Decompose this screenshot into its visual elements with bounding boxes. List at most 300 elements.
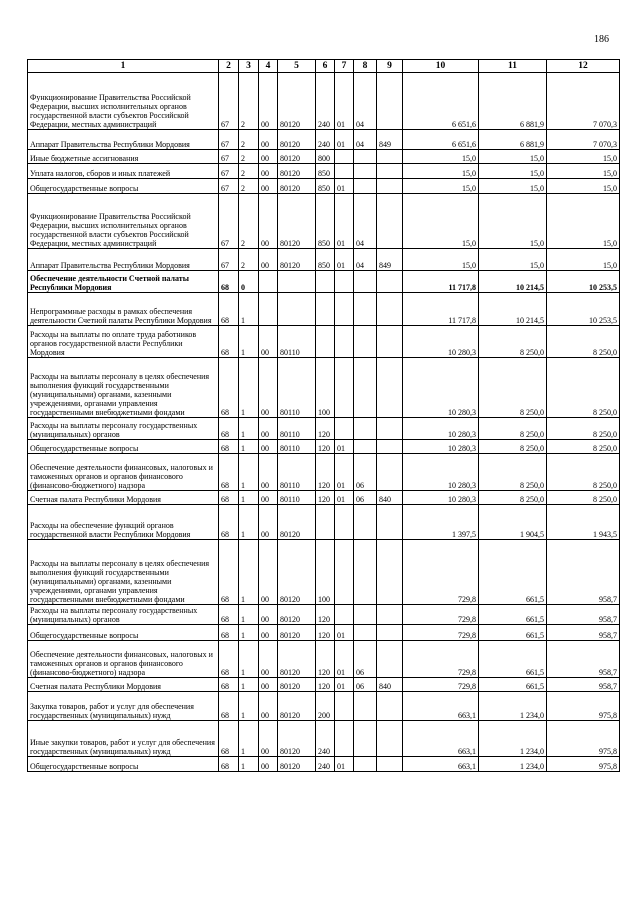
- code-cell-6: 120: [316, 625, 335, 641]
- code-cell-7: 01: [335, 194, 354, 249]
- table-row: [28, 150, 620, 164]
- amount-cell-12: 8 250,0: [547, 491, 620, 505]
- code-cell-3: 1: [239, 540, 259, 605]
- table-row: [28, 721, 620, 757]
- code-cell-8: 04: [354, 194, 377, 249]
- code-cell-5: 80110: [278, 358, 316, 418]
- amount-cell-11: 8 250,0: [479, 358, 547, 418]
- code-cell-9: [377, 721, 403, 757]
- code-cell-5: 80110: [278, 440, 316, 454]
- code-cell-3: 2: [239, 73, 259, 130]
- amount-cell-11: 10 214,5: [479, 293, 547, 326]
- code-cell-8: [354, 692, 377, 721]
- code-cell-4: 00: [259, 358, 278, 418]
- col-header-12: 12: [547, 60, 620, 73]
- code-cell-8: [354, 721, 377, 757]
- code-cell-9: [377, 692, 403, 721]
- code-cell-3: 1: [239, 678, 259, 692]
- col-header-1: 1: [28, 60, 219, 73]
- code-cell-4: [259, 271, 278, 293]
- table-row: [28, 130, 620, 150]
- amount-cell-12: 10 253,5: [547, 271, 620, 293]
- code-cell-3: 1: [239, 757, 259, 772]
- code-cell-4: 00: [259, 757, 278, 772]
- row-name-cell: Функционирование Правительства Российской Федерации, высших исполнительных органов государственной власти субъектов Российской Федерации, местных администраций: [28, 194, 219, 249]
- code-cell-8: [354, 164, 377, 179]
- amount-cell-10: 15,0: [403, 249, 479, 271]
- code-cell-2: 68: [219, 605, 239, 625]
- amount-cell-11: 8 250,0: [479, 418, 547, 440]
- code-cell-3: 1: [239, 721, 259, 757]
- code-cell-4: 00: [259, 605, 278, 625]
- code-cell-3: 1: [239, 358, 259, 418]
- amount-cell-11: 661,5: [479, 641, 547, 678]
- amount-cell-10: 15,0: [403, 164, 479, 179]
- code-cell-7: 01: [335, 249, 354, 271]
- code-cell-3: 1: [239, 293, 259, 326]
- code-cell-3: 1: [239, 418, 259, 440]
- amount-cell-12: 15,0: [547, 164, 620, 179]
- amount-cell-10: 10 280,3: [403, 440, 479, 454]
- code-cell-7: [335, 271, 354, 293]
- code-cell-6: 850: [316, 179, 335, 194]
- col-header-9: 9: [377, 60, 403, 73]
- code-cell-9: [377, 505, 403, 540]
- row-name-cell: Аппарат Правительства Республики Мордовия: [28, 130, 219, 150]
- table-row: [28, 326, 620, 358]
- row-name-cell: Уплата налогов, сборов и иных платежей: [28, 164, 219, 179]
- table-row: [28, 164, 620, 179]
- code-cell-3: 1: [239, 454, 259, 491]
- amount-cell-10: 11 717,8: [403, 293, 479, 326]
- code-cell-7: 01: [335, 678, 354, 692]
- code-cell-9: 849: [377, 130, 403, 150]
- code-cell-2: 68: [219, 326, 239, 358]
- amount-cell-10: 729,8: [403, 540, 479, 605]
- amount-cell-10: 11 717,8: [403, 271, 479, 293]
- code-cell-3: 2: [239, 130, 259, 150]
- code-cell-2: 67: [219, 73, 239, 130]
- code-cell-9: 840: [377, 491, 403, 505]
- code-cell-2: 67: [219, 130, 239, 150]
- col-header-7: 7: [335, 60, 354, 73]
- code-cell-8: 04: [354, 249, 377, 271]
- amount-cell-12: 7 070,3: [547, 73, 620, 130]
- code-cell-4: 00: [259, 641, 278, 678]
- col-header-8: 8: [354, 60, 377, 73]
- code-cell-9: [377, 757, 403, 772]
- code-cell-5: 80120: [278, 540, 316, 605]
- row-name-cell: Непрограммные расходы в рамках обеспечения деятельности Счетной палаты Республики Мордовия: [28, 293, 219, 326]
- code-cell-6: 200: [316, 692, 335, 721]
- code-cell-2: 68: [219, 540, 239, 605]
- code-cell-6: 240: [316, 130, 335, 150]
- code-cell-2: 67: [219, 249, 239, 271]
- col-header-10: 10: [403, 60, 479, 73]
- code-cell-5: 80120: [278, 179, 316, 194]
- code-cell-9: [377, 641, 403, 678]
- code-cell-6: 240: [316, 73, 335, 130]
- code-cell-6: [316, 505, 335, 540]
- amount-cell-10: 10 280,3: [403, 326, 479, 358]
- code-cell-2: 68: [219, 625, 239, 641]
- amount-cell-12: 15,0: [547, 249, 620, 271]
- code-cell-2: 68: [219, 491, 239, 505]
- code-cell-7: [335, 605, 354, 625]
- code-cell-8: 06: [354, 641, 377, 678]
- code-cell-2: 68: [219, 293, 239, 326]
- col-header-11: 11: [479, 60, 547, 73]
- code-cell-5: 80120: [278, 249, 316, 271]
- amount-cell-12: 958,7: [547, 641, 620, 678]
- code-cell-9: [377, 293, 403, 326]
- table-row: [28, 625, 620, 641]
- code-cell-5: [278, 271, 316, 293]
- table-row: [28, 692, 620, 721]
- code-cell-9: [377, 194, 403, 249]
- code-cell-7: [335, 692, 354, 721]
- code-cell-8: [354, 505, 377, 540]
- code-cell-8: [354, 271, 377, 293]
- code-cell-8: [354, 757, 377, 772]
- row-name-cell: Функционирование Правительства Российской Федерации, высших исполнительных органов государственной власти субъектов Российской Федерации, местных администраций: [28, 73, 219, 130]
- row-name-cell: Расходы на выплаты персоналу государственных (муниципальных) органов: [28, 418, 219, 440]
- code-cell-4: 00: [259, 721, 278, 757]
- code-cell-2: 68: [219, 678, 239, 692]
- code-cell-5: 80120: [278, 130, 316, 150]
- code-cell-3: 2: [239, 150, 259, 164]
- code-cell-8: 04: [354, 73, 377, 130]
- code-cell-2: 68: [219, 692, 239, 721]
- amount-cell-12: 8 250,0: [547, 418, 620, 440]
- amount-cell-12: 958,7: [547, 678, 620, 692]
- table-row: [28, 454, 620, 491]
- code-cell-6: 240: [316, 757, 335, 772]
- code-cell-2: 68: [219, 641, 239, 678]
- row-name-cell: Закупка товаров, работ и услуг для обеспечения государственных (муниципальных) нужд: [28, 692, 219, 721]
- col-header-6: 6: [316, 60, 335, 73]
- code-cell-6: [316, 293, 335, 326]
- col-header-4: 4: [259, 60, 278, 73]
- amount-cell-11: 661,5: [479, 625, 547, 641]
- table-row: [28, 605, 620, 625]
- amount-cell-12: 15,0: [547, 194, 620, 249]
- table-row: [28, 505, 620, 540]
- amount-cell-11: 8 250,0: [479, 491, 547, 505]
- amount-cell-12: 8 250,0: [547, 454, 620, 491]
- row-name-cell: Расходы на обеспечение функций органов государственной власти Республики Мордовия: [28, 505, 219, 540]
- table-row: [28, 293, 620, 326]
- code-cell-4: 00: [259, 440, 278, 454]
- row-name-cell: Общегосударственные вопросы: [28, 440, 219, 454]
- table-row: [28, 757, 620, 772]
- code-cell-5: 80110: [278, 326, 316, 358]
- code-cell-4: 00: [259, 454, 278, 491]
- code-cell-9: [377, 540, 403, 605]
- amount-cell-11: 15,0: [479, 249, 547, 271]
- row-name-cell: Иные закупки товаров, работ и услуг для обеспечения государственных (муниципальных) нужд: [28, 721, 219, 757]
- code-cell-3: 2: [239, 194, 259, 249]
- code-cell-2: 68: [219, 358, 239, 418]
- code-cell-9: [377, 326, 403, 358]
- amount-cell-12: 975,8: [547, 692, 620, 721]
- amount-cell-11: 15,0: [479, 164, 547, 179]
- code-cell-4: 00: [259, 164, 278, 179]
- code-cell-2: 67: [219, 194, 239, 249]
- code-cell-6: [316, 326, 335, 358]
- code-cell-3: 1: [239, 505, 259, 540]
- code-cell-7: [335, 358, 354, 418]
- code-cell-7: 01: [335, 454, 354, 491]
- code-cell-5: 80120: [278, 150, 316, 164]
- code-cell-8: 06: [354, 678, 377, 692]
- amount-cell-11: 1 234,0: [479, 757, 547, 772]
- table-row: [28, 440, 620, 454]
- code-cell-6: 120: [316, 418, 335, 440]
- code-cell-8: [354, 540, 377, 605]
- amount-cell-11: 15,0: [479, 194, 547, 249]
- code-cell-4: 00: [259, 678, 278, 692]
- code-cell-4: [259, 293, 278, 326]
- code-cell-8: [354, 326, 377, 358]
- amount-cell-10: 729,8: [403, 625, 479, 641]
- code-cell-3: 1: [239, 692, 259, 721]
- code-cell-5: 80120: [278, 73, 316, 130]
- code-cell-3: 2: [239, 179, 259, 194]
- amount-cell-10: 663,1: [403, 757, 479, 772]
- amount-cell-10: 15,0: [403, 194, 479, 249]
- code-cell-9: [377, 454, 403, 491]
- code-cell-6: 100: [316, 358, 335, 418]
- code-cell-8: 04: [354, 130, 377, 150]
- code-cell-4: 00: [259, 692, 278, 721]
- amount-cell-10: 729,8: [403, 641, 479, 678]
- code-cell-5: 80110: [278, 418, 316, 440]
- code-cell-6: 850: [316, 194, 335, 249]
- code-cell-5: 80120: [278, 641, 316, 678]
- table-row: [28, 491, 620, 505]
- code-cell-5: 80120: [278, 605, 316, 625]
- code-cell-4: 00: [259, 249, 278, 271]
- amount-cell-12: 975,8: [547, 757, 620, 772]
- code-cell-6: 120: [316, 454, 335, 491]
- code-cell-3: 1: [239, 440, 259, 454]
- amount-cell-10: 10 280,3: [403, 418, 479, 440]
- code-cell-4: 00: [259, 130, 278, 150]
- code-cell-2: 68: [219, 440, 239, 454]
- amount-cell-10: 729,8: [403, 678, 479, 692]
- code-cell-5: 80110: [278, 491, 316, 505]
- code-cell-9: [377, 164, 403, 179]
- code-cell-8: [354, 625, 377, 641]
- code-cell-7: [335, 164, 354, 179]
- budget-table: [27, 59, 620, 772]
- row-name-cell: Расходы на выплаты по оплате труда работников органов государственной власти Республики Мордовия: [28, 326, 219, 358]
- code-cell-8: [354, 605, 377, 625]
- table-row: [28, 418, 620, 440]
- code-cell-5: 80120: [278, 678, 316, 692]
- code-cell-7: [335, 326, 354, 358]
- code-cell-3: 1: [239, 491, 259, 505]
- row-name-cell: Общегосударственные вопросы: [28, 179, 219, 194]
- code-cell-4: 00: [259, 326, 278, 358]
- table-row: [28, 271, 620, 293]
- table-row: [28, 358, 620, 418]
- code-cell-9: [377, 271, 403, 293]
- code-cell-7: 01: [335, 440, 354, 454]
- amount-cell-11: 6 881,9: [479, 73, 547, 130]
- code-cell-9: [377, 625, 403, 641]
- code-cell-5: 80120: [278, 692, 316, 721]
- amount-cell-11: 6 881,9: [479, 130, 547, 150]
- row-name-cell: Обеспечение деятельности Счетной палаты Республики Мордовия: [28, 271, 219, 293]
- code-cell-6: 120: [316, 678, 335, 692]
- amount-cell-10: 663,1: [403, 692, 479, 721]
- code-cell-9: [377, 150, 403, 164]
- code-cell-2: 67: [219, 164, 239, 179]
- code-cell-7: 01: [335, 757, 354, 772]
- code-cell-4: 00: [259, 418, 278, 440]
- amount-cell-10: 15,0: [403, 179, 479, 194]
- code-cell-7: [335, 721, 354, 757]
- amount-cell-12: 8 250,0: [547, 326, 620, 358]
- row-name-cell: Общегосударственные вопросы: [28, 757, 219, 772]
- code-cell-5: 80110: [278, 454, 316, 491]
- code-cell-5: 80120: [278, 194, 316, 249]
- code-cell-5: 80120: [278, 625, 316, 641]
- amount-cell-12: 7 070,3: [547, 130, 620, 150]
- code-cell-2: 68: [219, 271, 239, 293]
- table-row: [28, 179, 620, 194]
- amount-cell-12: 15,0: [547, 150, 620, 164]
- code-cell-4: 00: [259, 73, 278, 130]
- code-cell-8: [354, 293, 377, 326]
- code-cell-8: [354, 179, 377, 194]
- amount-cell-12: 958,7: [547, 605, 620, 625]
- code-cell-3: 1: [239, 605, 259, 625]
- amount-cell-12: 10 253,5: [547, 293, 620, 326]
- code-cell-9: [377, 440, 403, 454]
- code-cell-6: [316, 271, 335, 293]
- row-name-cell: Обеспечение деятельности финансовых, налоговых и таможенных органов и органов финансового (финансово-бюджетного) надзора: [28, 454, 219, 491]
- code-cell-8: 06: [354, 454, 377, 491]
- col-header-3: 3: [239, 60, 259, 73]
- code-cell-3: 1: [239, 326, 259, 358]
- code-cell-7: 01: [335, 179, 354, 194]
- amount-cell-12: 1 943,5: [547, 505, 620, 540]
- code-cell-6: 800: [316, 150, 335, 164]
- amount-cell-10: 729,8: [403, 605, 479, 625]
- amount-cell-11: 15,0: [479, 179, 547, 194]
- code-cell-7: 01: [335, 130, 354, 150]
- code-cell-4: 00: [259, 179, 278, 194]
- code-cell-6: 100: [316, 540, 335, 605]
- row-name-cell: Расходы на выплаты персоналу государственных (муниципальных) органов: [28, 605, 219, 625]
- amount-cell-11: 15,0: [479, 150, 547, 164]
- table-row: [28, 194, 620, 249]
- code-cell-2: 68: [219, 418, 239, 440]
- amount-cell-11: 10 214,5: [479, 271, 547, 293]
- table-body: [28, 73, 620, 772]
- code-cell-7: [335, 540, 354, 605]
- amount-cell-12: 958,7: [547, 540, 620, 605]
- amount-cell-11: 8 250,0: [479, 454, 547, 491]
- amount-cell-12: 975,8: [547, 721, 620, 757]
- code-cell-7: [335, 505, 354, 540]
- code-cell-3: 2: [239, 249, 259, 271]
- code-cell-4: 00: [259, 505, 278, 540]
- code-cell-4: 00: [259, 625, 278, 641]
- code-cell-7: 01: [335, 625, 354, 641]
- table-row: [28, 641, 620, 678]
- amount-cell-11: 8 250,0: [479, 326, 547, 358]
- code-cell-7: [335, 150, 354, 164]
- code-cell-4: 00: [259, 491, 278, 505]
- code-cell-9: [377, 179, 403, 194]
- code-cell-6: 120: [316, 641, 335, 678]
- row-name-cell: Счетная палата Республики Мордовия: [28, 678, 219, 692]
- code-cell-3: 2: [239, 164, 259, 179]
- code-cell-3: 0: [239, 271, 259, 293]
- amount-cell-12: 15,0: [547, 179, 620, 194]
- code-cell-8: [354, 440, 377, 454]
- amount-cell-12: 8 250,0: [547, 358, 620, 418]
- code-cell-5: 80120: [278, 164, 316, 179]
- amount-cell-11: 661,5: [479, 605, 547, 625]
- amount-cell-10: 1 397,5: [403, 505, 479, 540]
- row-name-cell: Расходы на выплаты персоналу в целях обеспечения выполнения функций государственными (муниципальными) органами, казенными учреждениями, органами управления государственными внебюджетными фондами: [28, 540, 219, 605]
- row-name-cell: Общегосударственные вопросы: [28, 625, 219, 641]
- code-cell-9: [377, 418, 403, 440]
- code-cell-2: 67: [219, 150, 239, 164]
- code-cell-9: 849: [377, 249, 403, 271]
- code-cell-5: [278, 293, 316, 326]
- table-row: [28, 678, 620, 692]
- row-name-cell: Расходы на выплаты персоналу в целях обеспечения выполнения функций государственными (муниципальными) органами, казенными учреждениями, органами управления государственными внебюджетными фондами: [28, 358, 219, 418]
- code-cell-9: [377, 605, 403, 625]
- row-name-cell: Аппарат Правительства Республики Мордовия: [28, 249, 219, 271]
- row-name-cell: Счетная палата Республики Мордовия: [28, 491, 219, 505]
- code-cell-7: 01: [335, 73, 354, 130]
- code-cell-8: [354, 418, 377, 440]
- code-cell-7: [335, 418, 354, 440]
- code-cell-4: 00: [259, 194, 278, 249]
- code-cell-8: [354, 358, 377, 418]
- code-cell-3: 1: [239, 641, 259, 678]
- row-name-cell: Обеспечение деятельности финансовых, налоговых и таможенных органов и органов финансового (финансово-бюджетного) надзора: [28, 641, 219, 678]
- amount-cell-11: 1 234,0: [479, 721, 547, 757]
- amount-cell-10: 10 280,3: [403, 358, 479, 418]
- page-number: 186: [594, 34, 609, 45]
- amount-cell-10: 6 651,6: [403, 73, 479, 130]
- amount-cell-10: 10 280,3: [403, 454, 479, 491]
- code-cell-6: 850: [316, 164, 335, 179]
- header-row: [28, 60, 620, 73]
- code-cell-7: 01: [335, 641, 354, 678]
- code-cell-2: 68: [219, 454, 239, 491]
- col-header-2: 2: [219, 60, 239, 73]
- code-cell-2: 68: [219, 757, 239, 772]
- amount-cell-10: 663,1: [403, 721, 479, 757]
- code-cell-9: [377, 358, 403, 418]
- amount-cell-12: 958,7: [547, 625, 620, 641]
- code-cell-6: 120: [316, 605, 335, 625]
- code-cell-3: 1: [239, 625, 259, 641]
- col-header-5: 5: [278, 60, 316, 73]
- amount-cell-10: 6 651,6: [403, 130, 479, 150]
- table-row: [28, 540, 620, 605]
- code-cell-6: 850: [316, 249, 335, 271]
